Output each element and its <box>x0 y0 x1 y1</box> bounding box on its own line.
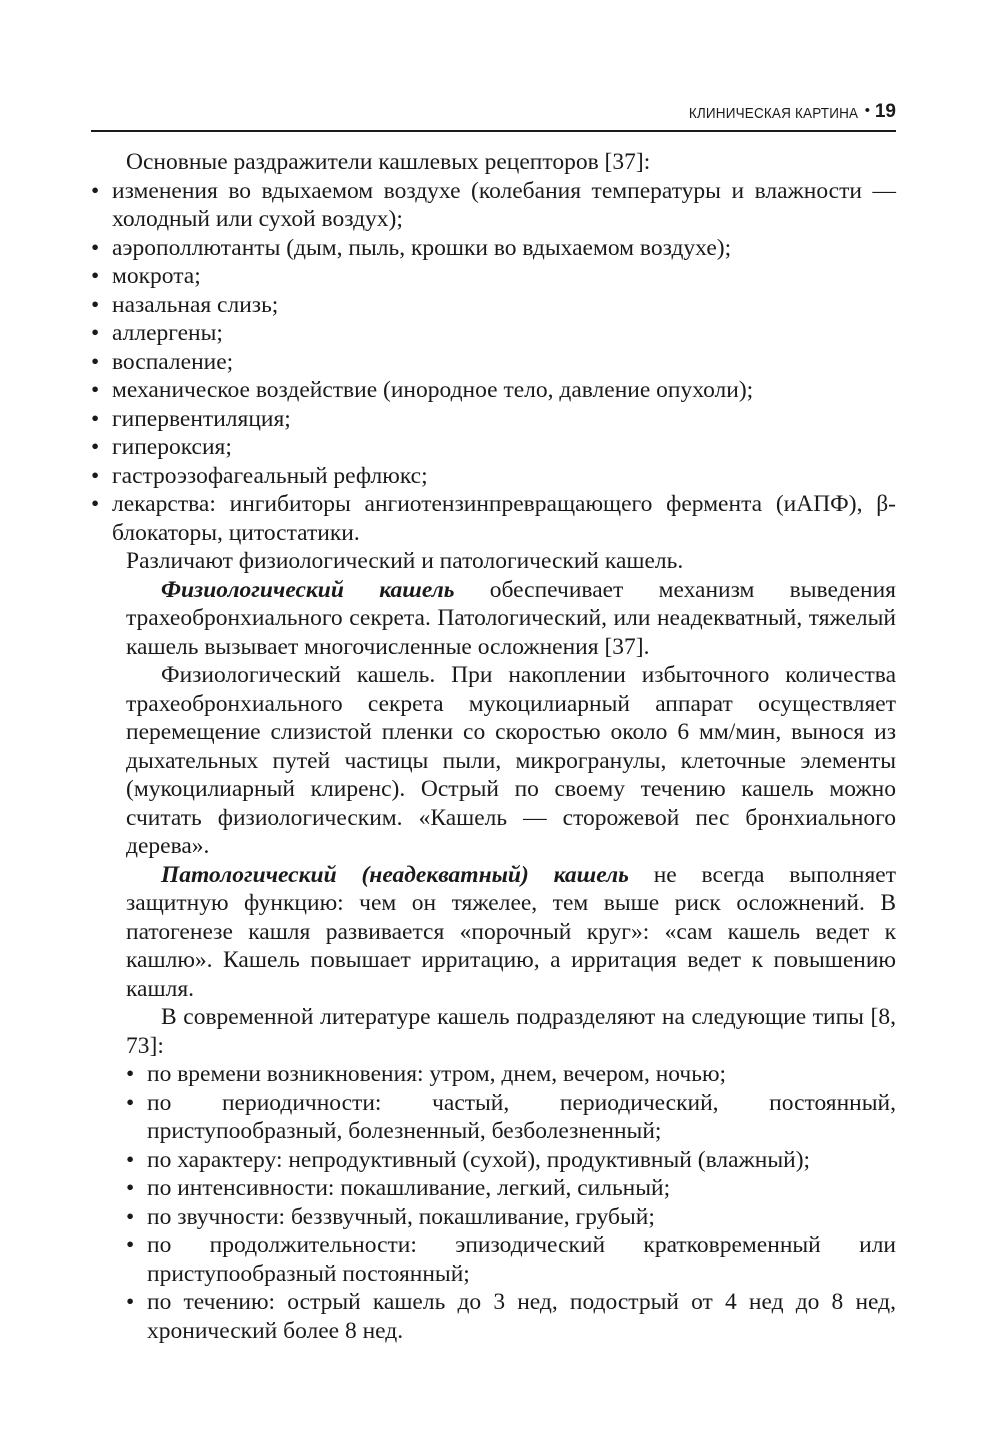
list-item: • по продолжительности: эпизодический кратковременный или приступообразный постоянный; <box>126 1232 896 1287</box>
list-item: • изменения во вдыхаемом воздухе (колебания температуры и влажности — холодный или сухой воздух); <box>91 177 896 232</box>
list-item: • назальная слизь; <box>91 291 279 318</box>
list-item: • лекарства: ингибиторы ангиотензинпревращающего фермента (иАПФ), β-блокаторы, цитостатики. <box>91 491 896 546</box>
list-item: • воспаление; <box>91 348 234 375</box>
bullet-icon: • <box>91 377 100 403</box>
section-title: КЛИНИЧЕСКАЯ КАРТИНА <box>688 105 858 122</box>
list-item: • гипервентиляция; <box>91 405 291 432</box>
list-item: • гипероксия; <box>91 434 232 460</box>
irritants-list <box>91 177 896 548</box>
list-item: • по интенсивности: покашливание, легкий, сильный; <box>126 1175 671 1201</box>
physio-paragraph: Физиологический кашель обеспечивает механизм выведения трахеобронхиального секрета. Патологический, или неадекватный, тяжелый кашель вызывает многочисленные осложнения [37]. <box>126 576 896 660</box>
list-item: • по периодичности: частый, периодический, постоянный, приступообразный, болезненный, безболезненный; <box>126 1089 896 1144</box>
list-item: • мокрота; <box>91 263 201 289</box>
list-item: • по течению: острый кашель до 3 нед, подострый от 4 нед до 8 нед, хронический более 8 нед. <box>126 1289 896 1344</box>
bullet-icon: • <box>91 263 100 289</box>
list-item: • гастроэзофагеальный рефлюкс; <box>91 462 428 489</box>
bullet-icon: • <box>126 1061 135 1087</box>
physio-term: Физиологический кашель <box>161 576 455 603</box>
bullet-icon: • <box>91 291 100 318</box>
running-header <box>91 98 896 132</box>
bullet-icon: • <box>126 1289 135 1315</box>
header-separator: • <box>864 102 870 119</box>
bullet-icon: • <box>126 1232 135 1258</box>
patho-term: Патологический (неадекватный) кашель <box>161 861 629 888</box>
bullet-icon: • <box>126 1146 135 1173</box>
bullet-icon: • <box>126 1089 135 1116</box>
types-intro-paragraph: В современной литературе кашель подразделяют на следующие типы [8, 73]: <box>126 1004 896 1059</box>
list-item: • по времени возникновения: утром, днем, вечером, ночью; <box>126 1061 727 1087</box>
page-body <box>91 148 897 1345</box>
bullet-icon: • <box>91 348 100 375</box>
bullet-icon: • <box>91 405 100 432</box>
page-number: 19 <box>874 101 896 122</box>
bullet-icon: • <box>91 434 100 460</box>
list-item: • по звучности: беззвучный, покашливание, грубый; <box>126 1203 655 1230</box>
list-item: • аллергены; <box>91 320 223 346</box>
list-item: • механическое воздействие (инородное тело, давление опухоли); <box>91 377 754 403</box>
irritants-intro: Основные раздражители кашлевых рецепторов [37]: <box>126 149 651 175</box>
bullet-icon: • <box>91 177 100 204</box>
bullet-icon: • <box>91 320 100 346</box>
list-item: • по характеру: непродуктивный (сухой), продуктивный (влажный); <box>126 1146 811 1173</box>
list-item: • аэрополлютанты (дым, пыль, крошки во вдыхаемом воздухе); <box>91 234 732 261</box>
bullet-icon: • <box>91 234 100 261</box>
bullet-icon: • <box>126 1175 135 1201</box>
physio-detail-paragraph: Физиологический кашель. При накоплении избыточного количества трахеобронхиального секрета мукоцилиарный аппарат осуществляет перемещение слизистой пленки со скоростью около 6 мм/мин, вынося из дыхательных путей частицы пыли, микрогранулы, клеточные элементы (мукоцилиарный клиренс). Острый по своему течению кашель можно считать физиологическим. «Кашель — сторожевой пес бронхиального дерева». <box>126 662 896 859</box>
bullet-icon: • <box>91 491 100 517</box>
patho-paragraph: Патологический (неадекватный) кашель не всегда выполняет защитную функцию: чем он тяжелее, тем выше риск осложнений. В патогенезе кашля развивается «порочный круг»: «сам кашель ведет к кашлю». Кашель повышает ирритацию, а ирритация ведет к повышению кашля. <box>126 861 897 1002</box>
bullet-icon: • <box>91 462 100 489</box>
distinguish-paragraph: Различают физиологический и патологический кашель. <box>126 548 684 574</box>
bullet-icon: • <box>126 1203 135 1230</box>
types-list <box>126 1060 896 1345</box>
